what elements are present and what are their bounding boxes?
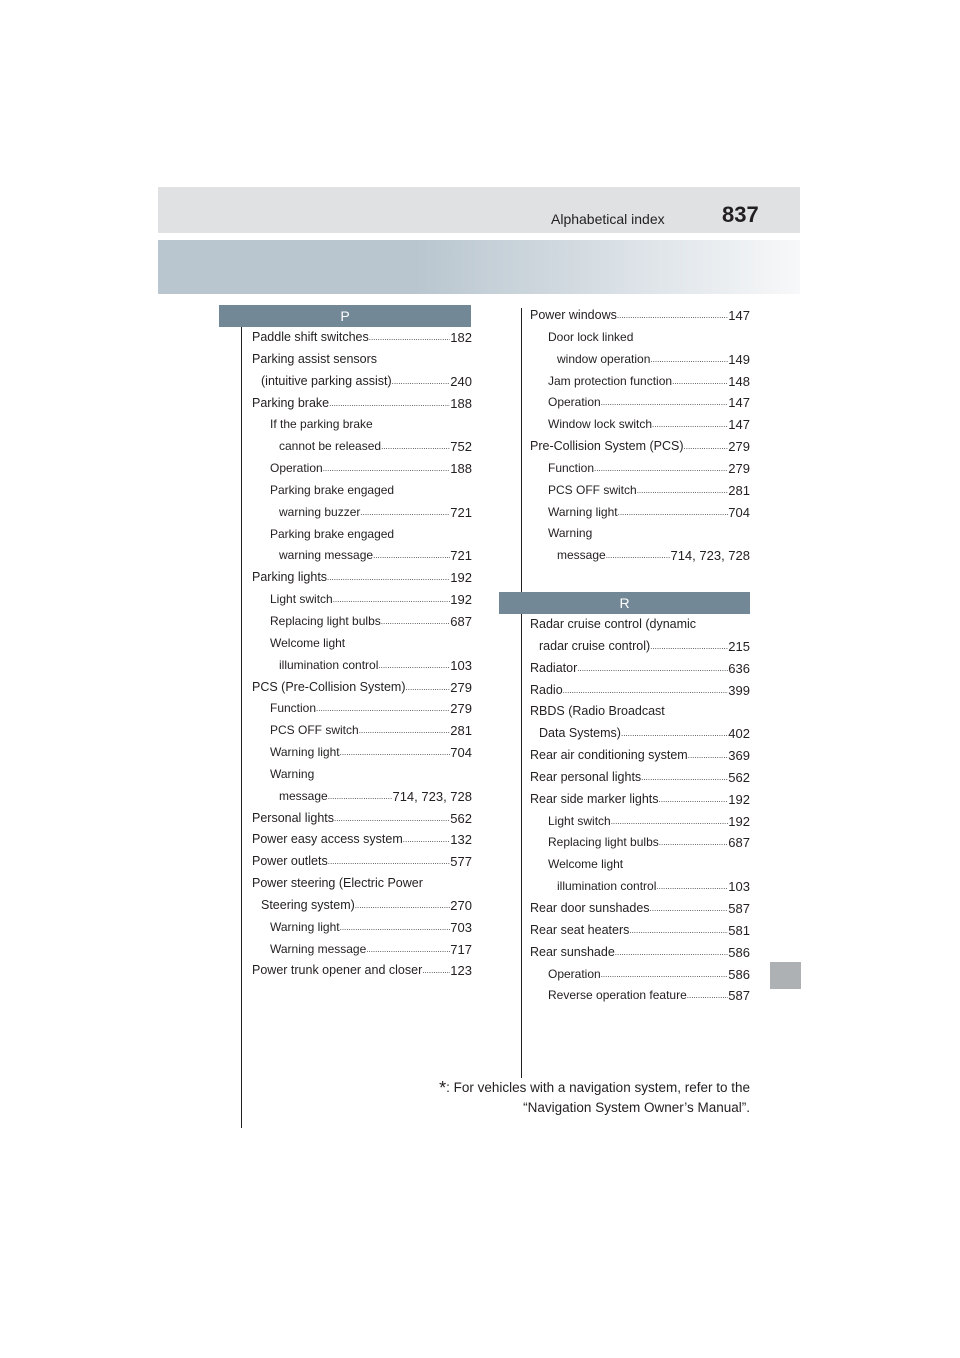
index-entry-text: PCS OFF switch <box>270 723 359 738</box>
index-entry-page: 148 <box>728 373 750 389</box>
section-header-p: P <box>219 305 471 327</box>
right-index-column-r <box>530 614 750 1007</box>
index-entry-page: 132 <box>450 832 472 848</box>
index-entry-page: 562 <box>728 769 750 785</box>
index-entry <box>530 545 750 567</box>
leader-dots <box>381 611 451 633</box>
index-entry <box>530 458 750 480</box>
index-entry-page: 279 <box>728 439 750 455</box>
index-entry <box>252 349 472 371</box>
index-entry <box>252 960 472 982</box>
index-entry <box>252 917 472 939</box>
index-entry <box>252 939 472 961</box>
index-entry-page: 182 <box>450 330 472 345</box>
index-entry-text: Operation <box>548 395 601 410</box>
index-entry-page: 714, 723, 728 <box>392 788 472 804</box>
index-entry <box>252 327 472 349</box>
section-header-r: R <box>499 592 750 614</box>
leader-dots <box>611 811 729 833</box>
left-column-rule <box>241 308 242 1128</box>
leader-dots <box>345 633 472 655</box>
leader-dots <box>615 942 729 964</box>
index-entry-page: 215 <box>728 638 750 654</box>
index-entry-page: 721 <box>450 504 472 520</box>
leader-dots <box>373 414 472 436</box>
index-entry-text: Pre-Collision System (PCS) <box>530 439 684 454</box>
index-entry-text: Rear air conditioning system <box>530 748 688 763</box>
index-entry-page: 281 <box>728 482 750 498</box>
index-entry-text: Data Systems) <box>539 726 621 741</box>
index-entry <box>530 305 750 327</box>
index-entry-text: Rear seat heaters <box>530 922 630 937</box>
index-entry-text: Replacing light bulbs <box>548 835 659 850</box>
index-entry-page: 103 <box>450 657 472 673</box>
index-entry-text: Power outlets <box>252 854 328 869</box>
index-entry <box>252 502 472 524</box>
index-entry-text: Function <box>548 460 595 475</box>
index-entry <box>252 567 472 589</box>
leader-dots <box>369 327 451 349</box>
index-entry-text: Power windows <box>530 308 617 322</box>
index-entry <box>530 832 750 854</box>
leader-dots <box>696 614 750 636</box>
index-entry-text: Rear side marker lights <box>530 791 659 806</box>
leader-dots <box>592 523 750 545</box>
leader-dots <box>672 371 728 393</box>
index-entry <box>252 545 472 567</box>
leader-dots <box>340 742 451 764</box>
leader-dots <box>340 917 451 939</box>
index-entry-text: Operation <box>270 461 323 476</box>
index-entry-text: Parking brake <box>252 395 330 410</box>
index-entry <box>252 589 472 611</box>
index-entry <box>252 393 472 415</box>
index-entry-text: Reverse operation feature <box>548 988 687 1003</box>
leader-dots <box>617 305 728 327</box>
leader-dots <box>394 480 472 502</box>
index-entry-text: Rear personal lights <box>530 769 642 784</box>
index-entry-text: Paddle shift switches <box>252 330 369 344</box>
leader-dots <box>378 655 450 677</box>
index-entry <box>252 829 472 851</box>
index-entry-page: 192 <box>728 813 750 829</box>
index-entry-page: 192 <box>728 791 750 807</box>
leader-dots <box>403 829 451 851</box>
footnote-line1: : For vehicles with a navigation system, refer to the <box>446 1080 750 1095</box>
index-entry-text: Warning light <box>270 919 340 934</box>
index-entry-page: 149 <box>728 351 750 367</box>
index-entry <box>252 677 472 699</box>
index-entry <box>530 745 750 767</box>
index-entry-page: 587 <box>728 900 750 916</box>
index-entry-text: cannot be released <box>279 439 382 454</box>
index-entry <box>530 964 750 986</box>
index-entry-page: 636 <box>728 660 750 676</box>
index-entry-page: 147 <box>728 308 750 323</box>
left-index-column <box>252 327 472 982</box>
index-entry-text: illumination control <box>279 657 379 672</box>
index-entry-text: Radiator <box>530 660 578 675</box>
leader-dots <box>329 393 450 415</box>
index-entry-text: illumination control <box>557 879 657 894</box>
index-entry-page: 240 <box>450 373 472 389</box>
leader-dots <box>392 371 451 393</box>
index-entry-text: Warning light <box>270 745 340 760</box>
index-entry <box>252 895 472 917</box>
index-entry-text: Personal lights <box>252 810 334 825</box>
leader-dots <box>377 349 472 371</box>
leader-dots <box>327 567 450 589</box>
index-entry-page: 577 <box>450 854 472 870</box>
leader-dots <box>366 939 450 961</box>
index-entry-text: message <box>279 788 328 803</box>
index-entry-page: 147 <box>728 395 750 411</box>
index-entry-text: Warning message <box>270 941 367 956</box>
index-entry <box>530 349 750 371</box>
right-index-column-p <box>530 305 750 567</box>
index-entry-page: 687 <box>450 613 472 629</box>
index-entry-text: If the parking brake <box>270 417 373 432</box>
index-entry-text: Warning light <box>548 504 618 519</box>
leader-dots <box>659 832 729 854</box>
index-entry <box>252 480 472 502</box>
index-entry-page: 402 <box>728 726 750 742</box>
index-entry <box>252 764 472 786</box>
leader-dots <box>656 876 728 898</box>
index-entry-page: 586 <box>728 966 750 982</box>
index-entry-page: 721 <box>450 548 472 564</box>
index-entry <box>530 701 750 723</box>
index-entry <box>252 436 472 458</box>
index-entry-page: 103 <box>728 879 750 895</box>
leader-dots <box>323 458 451 480</box>
index-entry-text: (intuitive parking assist) <box>261 373 392 388</box>
leader-dots <box>650 898 729 920</box>
page-number: 837 <box>722 202 759 227</box>
leader-dots <box>623 854 750 876</box>
index-entry <box>530 371 750 393</box>
leader-dots <box>577 658 728 680</box>
index-entry-text: RBDS (Radio Broadcast <box>530 704 665 719</box>
index-entry <box>530 614 750 636</box>
index-entry-text: Power easy access system <box>252 832 403 847</box>
leader-dots <box>316 698 450 720</box>
index-entry-page: 281 <box>450 723 472 739</box>
leader-dots <box>381 436 450 458</box>
index-entry-text: Function <box>270 701 317 716</box>
index-entry <box>530 723 750 745</box>
index-entry-page: 562 <box>450 810 472 826</box>
leader-dots <box>688 745 729 767</box>
index-entry-page: 399 <box>728 682 750 698</box>
leader-dots <box>637 480 729 502</box>
index-entry-text: warning buzzer <box>279 504 361 519</box>
leader-dots <box>406 677 451 699</box>
index-entry-page: 703 <box>450 919 472 935</box>
index-entry <box>252 371 472 393</box>
index-entry-page: 687 <box>728 835 750 851</box>
index-entry-page: 192 <box>450 570 472 586</box>
index-entry <box>252 414 472 436</box>
index-entry-page: 188 <box>450 461 472 477</box>
leader-dots <box>328 786 393 808</box>
leader-dots <box>650 636 728 658</box>
index-entry-text: Parking brake engaged <box>270 526 395 541</box>
index-entry-text: Door lock linked <box>548 329 634 344</box>
index-entry <box>252 524 472 546</box>
index-entry-text: Power trunk opener and closer <box>252 963 423 978</box>
index-entry <box>530 985 750 1007</box>
index-entry-text: Rear door sunshades <box>530 900 650 915</box>
index-entry <box>530 920 750 942</box>
index-entry-text: Welcome light <box>270 635 346 650</box>
leader-dots <box>360 502 450 524</box>
index-entry <box>530 327 750 349</box>
header-title: Alphabetical index <box>551 211 665 227</box>
index-entry-text: warning message <box>279 548 374 563</box>
index-entry <box>530 523 750 545</box>
index-entry-text: Parking assist sensors <box>252 351 378 366</box>
index-entry-text: Radar cruise control (dynamic <box>530 617 697 631</box>
leader-dots <box>633 327 750 349</box>
index-entry-text: Light switch <box>548 813 611 828</box>
index-entry <box>530 414 750 436</box>
index-entry-page: 704 <box>450 745 472 761</box>
index-entry <box>252 742 472 764</box>
index-entry <box>530 658 750 680</box>
leader-dots <box>601 964 729 986</box>
leader-dots <box>594 458 728 480</box>
index-entry-page: 717 <box>450 941 472 957</box>
index-entry <box>530 767 750 789</box>
leader-dots <box>684 436 729 458</box>
index-entry-text: Power steering (Electric Power <box>252 876 423 891</box>
footnote <box>380 1078 750 1118</box>
leader-dots <box>618 502 729 524</box>
index-entry-text: Jam protection function <box>548 373 673 388</box>
index-entry <box>252 808 472 830</box>
index-entry-page: 714, 723, 728 <box>670 548 750 564</box>
index-entry-page: 586 <box>728 944 750 960</box>
index-entry <box>530 502 750 524</box>
index-entry-page: 279 <box>728 460 750 476</box>
index-entry <box>252 851 472 873</box>
index-entry-text: Replacing light bulbs <box>270 613 381 628</box>
index-entry <box>252 633 472 655</box>
index-entry-page: 188 <box>450 395 472 411</box>
right-column-rule <box>521 308 522 1078</box>
leader-dots <box>314 764 472 786</box>
index-entry-text: Steering system) <box>261 897 355 912</box>
index-entry <box>252 873 472 895</box>
leader-dots <box>687 985 729 1007</box>
leader-dots <box>373 545 450 567</box>
leader-dots <box>423 873 472 895</box>
thumb-index-tab <box>770 962 801 989</box>
index-entry <box>530 789 750 811</box>
index-entry <box>252 720 472 742</box>
index-entry <box>530 480 750 502</box>
leader-dots <box>422 960 450 982</box>
index-entry-text: Parking lights <box>252 570 328 585</box>
index-entry-text: Operation <box>548 966 601 981</box>
index-entry-text: Light switch <box>270 592 333 607</box>
leader-dots <box>606 545 671 567</box>
index-entry <box>530 636 750 658</box>
index-entry-page: 581 <box>728 922 750 938</box>
leader-dots <box>621 723 728 745</box>
index-entry-text: Radio <box>530 682 563 697</box>
leader-dots <box>333 589 451 611</box>
leader-dots <box>394 524 472 546</box>
index-entry-text: Window lock switch <box>548 417 653 432</box>
index-entry-page: 279 <box>450 701 472 717</box>
index-entry-page: 369 <box>728 748 750 764</box>
index-entry-text: radar cruise control) <box>539 638 651 653</box>
footnote-line2: “Navigation System Owner’s Manual”. <box>523 1100 750 1115</box>
index-entry <box>530 680 750 702</box>
leader-dots <box>359 720 451 742</box>
index-entry-page: 752 <box>450 439 472 455</box>
index-entry <box>252 655 472 677</box>
index-entry <box>530 942 750 964</box>
leader-dots <box>641 767 728 789</box>
index-entry-page: 587 <box>728 988 750 1004</box>
index-entry <box>530 876 750 898</box>
index-entry-page: 147 <box>728 417 750 433</box>
index-entry <box>252 611 472 633</box>
leader-dots <box>665 701 750 723</box>
index-entry-page: 192 <box>450 592 472 608</box>
index-entry-text: window operation <box>557 351 651 366</box>
index-entry <box>530 436 750 458</box>
index-entry-text: message <box>557 548 606 563</box>
leader-dots <box>601 392 729 414</box>
leader-dots <box>328 851 451 873</box>
index-entry <box>252 786 472 808</box>
index-entry-text: Parking brake engaged <box>270 482 395 497</box>
index-entry-page: 279 <box>450 679 472 695</box>
index-entry-text: Warning <box>548 526 593 541</box>
index-entry <box>252 698 472 720</box>
header-bar <box>158 187 800 233</box>
index-entry-text: Warning <box>270 766 315 781</box>
index-entry-text: Rear sunshade <box>530 944 615 959</box>
leader-dots <box>650 349 728 371</box>
index-entry-text: PCS (Pre-Collision System) <box>252 679 406 694</box>
index-entry <box>530 811 750 833</box>
leader-dots <box>355 895 451 917</box>
index-entry <box>530 898 750 920</box>
index-entry <box>530 392 750 414</box>
footnote-marker: * <box>439 1078 447 1098</box>
index-entry-page: 270 <box>450 897 472 913</box>
leader-dots <box>334 808 450 830</box>
index-entry <box>252 458 472 480</box>
leader-dots <box>563 680 729 702</box>
leader-dots <box>652 414 728 436</box>
leader-dots <box>659 789 729 811</box>
index-entry-page: 123 <box>450 963 472 979</box>
header-gradient-band <box>158 240 800 294</box>
index-entry-text: PCS OFF switch <box>548 482 637 497</box>
index-entry-page: 704 <box>728 504 750 520</box>
index-entry <box>530 854 750 876</box>
index-entry-text: Welcome light <box>548 857 624 872</box>
leader-dots <box>629 920 728 942</box>
